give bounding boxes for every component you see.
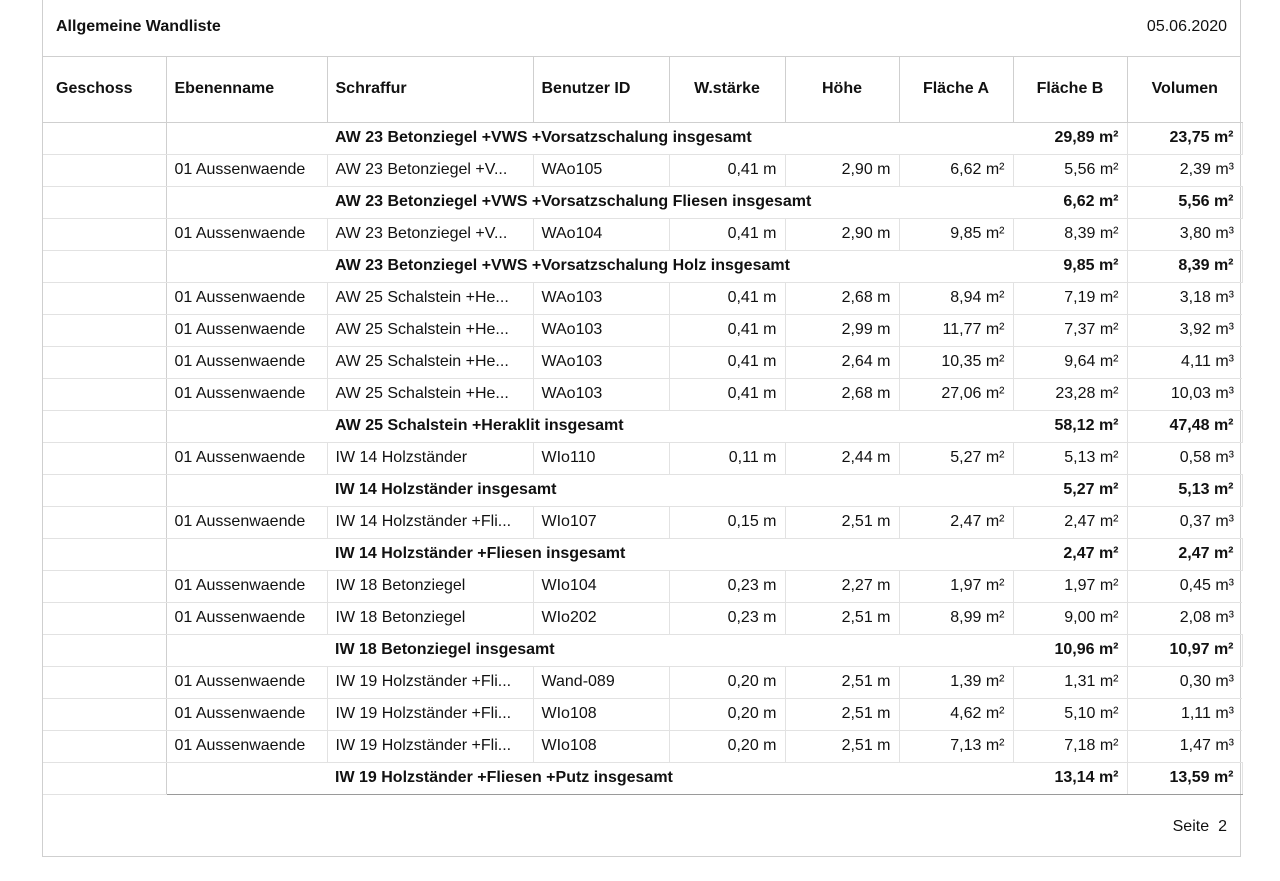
wandstaerke-cell: 0,11 m bbox=[669, 442, 785, 474]
ebenenname-cell: 01 Aussenwaende bbox=[166, 218, 327, 250]
summary-row bbox=[43, 762, 1242, 794]
geschoss-cell bbox=[43, 506, 166, 538]
table-row bbox=[43, 282, 1242, 314]
ebenenname-cell bbox=[166, 538, 327, 570]
hoehe-cell: 2,44 m bbox=[785, 442, 899, 474]
flaeche-a-cell: 10,96 m² bbox=[1013, 634, 1127, 666]
benutzer-id-cell: WIo107 bbox=[533, 506, 669, 538]
table-row bbox=[43, 154, 1242, 186]
geschoss-cell bbox=[43, 218, 166, 250]
flaeche-b-cell: 5,56 m² bbox=[1127, 186, 1242, 218]
volumen-cell: 3,92 m³ bbox=[1127, 314, 1242, 346]
geschoss-cell bbox=[43, 570, 166, 602]
geschoss-cell bbox=[43, 698, 166, 730]
hoehe-cell: 2,51 m bbox=[785, 602, 899, 634]
geschoss-cell bbox=[43, 666, 166, 698]
hoehe-cell: 2,99 m bbox=[785, 314, 899, 346]
geschoss-cell bbox=[43, 378, 166, 410]
volumen-cell: 3,80 m³ bbox=[1127, 218, 1242, 250]
summary-label: AW 23 Betonziegel +VWS +Vorsatzschalung Holz insgesamt bbox=[327, 250, 1013, 282]
flaeche-b-cell: 8,39 m² bbox=[1127, 250, 1242, 282]
benutzer-id-cell: WIo202 bbox=[533, 602, 669, 634]
flaeche-a-cell: 5,27 m² bbox=[1013, 474, 1127, 506]
table-row bbox=[43, 218, 1242, 250]
flaeche-b-cell: 5,56 m² bbox=[1013, 154, 1127, 186]
flaeche-b-cell: 23,28 m² bbox=[1013, 378, 1127, 410]
page-footer bbox=[1173, 818, 1227, 836]
report-date: 05.06.2020 bbox=[1146, 18, 1227, 35]
wandstaerke-cell: 0,41 m bbox=[669, 314, 785, 346]
flaeche-b-cell: 7,18 m² bbox=[1013, 730, 1127, 762]
benutzer-id-cell: WIo108 bbox=[533, 730, 669, 762]
flaeche-a-cell: 2,47 m² bbox=[899, 506, 1013, 538]
table-row bbox=[43, 442, 1242, 474]
summary-label: IW 14 Holzständer +Fliesen insgesamt bbox=[327, 538, 1013, 570]
flaeche-b-cell: 2,47 m² bbox=[1013, 506, 1127, 538]
geschoss-cell bbox=[43, 602, 166, 634]
schraffur-cell: IW 18 Betonziegel bbox=[327, 602, 533, 634]
flaeche-a-cell: 13,14 m² bbox=[1013, 762, 1127, 794]
hoehe-cell: 2,90 m bbox=[785, 218, 899, 250]
hoehe-cell: 2,64 m bbox=[785, 346, 899, 378]
table-row bbox=[43, 666, 1242, 698]
schraffur-cell: IW 14 Holzständer bbox=[327, 442, 533, 474]
wandstaerke-cell: 0,20 m bbox=[669, 698, 785, 730]
schraffur-cell: AW 25 Schalstein +He... bbox=[327, 314, 533, 346]
geschoss-cell bbox=[43, 122, 166, 154]
hoehe-cell: 2,51 m bbox=[785, 730, 899, 762]
table-row bbox=[43, 698, 1242, 730]
flaeche-b-cell: 1,97 m² bbox=[1013, 570, 1127, 602]
summary-row bbox=[43, 474, 1242, 506]
flaeche-a-cell: 4,62 m² bbox=[899, 698, 1013, 730]
table-body bbox=[43, 122, 1242, 794]
report-title: Allgemeine Wandliste bbox=[56, 18, 221, 35]
volumen-cell: 10,03 m³ bbox=[1127, 378, 1242, 410]
summary-label: IW 18 Betonziegel insgesamt bbox=[327, 634, 1013, 666]
ebenenname-cell: 01 Aussenwaende bbox=[166, 378, 327, 410]
flaeche-a-cell: 9,85 m² bbox=[899, 218, 1013, 250]
flaeche-a-cell: 8,99 m² bbox=[899, 602, 1013, 634]
flaeche-a-cell: 1,39 m² bbox=[899, 666, 1013, 698]
flaeche-b-cell: 10,97 m² bbox=[1127, 634, 1242, 666]
flaeche-b-cell: 9,00 m² bbox=[1013, 602, 1127, 634]
page-number: 2 bbox=[1218, 818, 1227, 835]
ebenenname-cell: 01 Aussenwaende bbox=[166, 506, 327, 538]
report-header bbox=[43, 0, 1240, 57]
ebenenname-cell: 01 Aussenwaende bbox=[166, 442, 327, 474]
flaeche-b-cell: 9,64 m² bbox=[1013, 346, 1127, 378]
wandstaerke-cell: 0,20 m bbox=[669, 666, 785, 698]
ebenenname-cell: 01 Aussenwaende bbox=[166, 730, 327, 762]
geschoss-cell bbox=[43, 410, 166, 442]
flaeche-a-cell: 27,06 m² bbox=[899, 378, 1013, 410]
geschoss-cell bbox=[43, 314, 166, 346]
wandstaerke-cell: 0,41 m bbox=[669, 154, 785, 186]
flaeche-b-cell: 47,48 m² bbox=[1127, 410, 1242, 442]
schraffur-cell: IW 14 Holzständer +Fli... bbox=[327, 506, 533, 538]
geschoss-cell bbox=[43, 730, 166, 762]
flaeche-a-cell: 58,12 m² bbox=[1013, 410, 1127, 442]
column-header-hoehe: Höhe bbox=[785, 57, 899, 122]
hoehe-cell: 2,68 m bbox=[785, 378, 899, 410]
summary-row bbox=[43, 250, 1242, 282]
column-header-benutzer-id: Benutzer ID bbox=[533, 57, 669, 122]
ebenenname-cell bbox=[166, 474, 327, 506]
geschoss-cell bbox=[43, 154, 166, 186]
volumen-cell: 1,11 m³ bbox=[1127, 698, 1242, 730]
table-row bbox=[43, 602, 1242, 634]
wandstaerke-cell: 0,41 m bbox=[669, 218, 785, 250]
column-header-geschoss: Geschoss bbox=[43, 57, 166, 122]
volumen-cell: 2,39 m³ bbox=[1127, 154, 1242, 186]
schraffur-cell: IW 19 Holzständer +Fli... bbox=[327, 698, 533, 730]
wandstaerke-cell: 0,23 m bbox=[669, 602, 785, 634]
volumen-cell: 4,11 m³ bbox=[1127, 346, 1242, 378]
geschoss-cell bbox=[43, 474, 166, 506]
flaeche-a-cell: 1,97 m² bbox=[899, 570, 1013, 602]
table-header-row bbox=[43, 57, 1242, 122]
ebenenname-cell bbox=[166, 122, 327, 154]
hoehe-cell: 2,51 m bbox=[785, 698, 899, 730]
flaeche-a-cell: 8,94 m² bbox=[899, 282, 1013, 314]
wandstaerke-cell: 0,41 m bbox=[669, 282, 785, 314]
flaeche-b-cell: 7,37 m² bbox=[1013, 314, 1127, 346]
volumen-cell: 1,47 m³ bbox=[1127, 730, 1242, 762]
flaeche-a-cell: 2,47 m² bbox=[1013, 538, 1127, 570]
hoehe-cell: 2,68 m bbox=[785, 282, 899, 314]
flaeche-a-cell: 9,85 m² bbox=[1013, 250, 1127, 282]
flaeche-b-cell: 5,13 m² bbox=[1127, 474, 1242, 506]
summary-row bbox=[43, 186, 1242, 218]
schraffur-cell: IW 19 Holzständer +Fli... bbox=[327, 730, 533, 762]
wall-list-table bbox=[43, 57, 1242, 795]
hoehe-cell: 2,27 m bbox=[785, 570, 899, 602]
report-page bbox=[42, 0, 1241, 857]
table-row bbox=[43, 730, 1242, 762]
table-row bbox=[43, 346, 1242, 378]
summary-label: IW 19 Holzständer +Fliesen +Putz insgesamt bbox=[327, 762, 1013, 794]
volumen-cell: 0,58 m³ bbox=[1127, 442, 1242, 474]
flaeche-a-cell: 7,13 m² bbox=[899, 730, 1013, 762]
geschoss-cell bbox=[43, 186, 166, 218]
geschoss-cell bbox=[43, 442, 166, 474]
volumen-cell: 0,37 m³ bbox=[1127, 506, 1242, 538]
table-row bbox=[43, 570, 1242, 602]
benutzer-id-cell: WAo103 bbox=[533, 314, 669, 346]
table-row bbox=[43, 314, 1242, 346]
benutzer-id-cell: WIo108 bbox=[533, 698, 669, 730]
geschoss-cell bbox=[43, 538, 166, 570]
ebenenname-cell: 01 Aussenwaende bbox=[166, 346, 327, 378]
table-row bbox=[43, 378, 1242, 410]
benutzer-id-cell: WIo104 bbox=[533, 570, 669, 602]
flaeche-b-cell: 2,47 m² bbox=[1127, 538, 1242, 570]
summary-label: AW 23 Betonziegel +VWS +Vorsatzschalung Fliesen insgesamt bbox=[327, 186, 1013, 218]
ebenenname-cell: 01 Aussenwaende bbox=[166, 570, 327, 602]
flaeche-b-cell: 23,75 m² bbox=[1127, 122, 1242, 154]
ebenenname-cell bbox=[166, 762, 327, 794]
benutzer-id-cell: WAo103 bbox=[533, 346, 669, 378]
schraffur-cell: AW 23 Betonziegel +V... bbox=[327, 154, 533, 186]
ebenenname-cell: 01 Aussenwaende bbox=[166, 282, 327, 314]
wandstaerke-cell: 0,15 m bbox=[669, 506, 785, 538]
flaeche-a-cell: 10,35 m² bbox=[899, 346, 1013, 378]
volumen-cell: 0,45 m³ bbox=[1127, 570, 1242, 602]
benutzer-id-cell: WAo105 bbox=[533, 154, 669, 186]
summary-row bbox=[43, 410, 1242, 442]
schraffur-cell: IW 19 Holzständer +Fli... bbox=[327, 666, 533, 698]
schraffur-cell: AW 23 Betonziegel +V... bbox=[327, 218, 533, 250]
benutzer-id-cell: Wand-089 bbox=[533, 666, 669, 698]
summary-label: AW 25 Schalstein +Heraklit insgesamt bbox=[327, 410, 1013, 442]
benutzer-id-cell: WAo103 bbox=[533, 378, 669, 410]
column-header-schraffur: Schraffur bbox=[327, 57, 533, 122]
volumen-cell: 0,30 m³ bbox=[1127, 666, 1242, 698]
flaeche-b-cell: 13,59 m² bbox=[1127, 762, 1242, 794]
hoehe-cell: 2,51 m bbox=[785, 666, 899, 698]
ebenenname-cell: 01 Aussenwaende bbox=[166, 666, 327, 698]
ebenenname-cell bbox=[166, 634, 327, 666]
ebenenname-cell bbox=[166, 410, 327, 442]
column-header-wandstaerke: W.stärke bbox=[669, 57, 785, 122]
benutzer-id-cell: WAo103 bbox=[533, 282, 669, 314]
hoehe-cell: 2,51 m bbox=[785, 506, 899, 538]
wandstaerke-cell: 0,23 m bbox=[669, 570, 785, 602]
ebenenname-cell: 01 Aussenwaende bbox=[166, 314, 327, 346]
column-header-flaeche-a: Fläche A bbox=[899, 57, 1013, 122]
page-label: Seite bbox=[1172, 818, 1210, 835]
column-header-flaeche-b: Fläche B bbox=[1013, 57, 1127, 122]
benutzer-id-cell: WIo110 bbox=[533, 442, 669, 474]
summary-label: IW 14 Holzständer insgesamt bbox=[327, 474, 1013, 506]
hoehe-cell: 2,90 m bbox=[785, 154, 899, 186]
benutzer-id-cell: WAo104 bbox=[533, 218, 669, 250]
flaeche-a-cell: 11,77 m² bbox=[899, 314, 1013, 346]
geschoss-cell bbox=[43, 250, 166, 282]
ebenenname-cell: 01 Aussenwaende bbox=[166, 602, 327, 634]
ebenenname-cell bbox=[166, 186, 327, 218]
summary-label: AW 23 Betonziegel +VWS +Vorsatzschalung insgesamt bbox=[327, 122, 1013, 154]
column-header-ebenenname: Ebenenname bbox=[166, 57, 327, 122]
flaeche-a-cell: 6,62 m² bbox=[1013, 186, 1127, 218]
geschoss-cell bbox=[43, 282, 166, 314]
flaeche-b-cell: 7,19 m² bbox=[1013, 282, 1127, 314]
schraffur-cell: AW 25 Schalstein +He... bbox=[327, 282, 533, 314]
flaeche-b-cell: 5,10 m² bbox=[1013, 698, 1127, 730]
ebenenname-cell: 01 Aussenwaende bbox=[166, 154, 327, 186]
flaeche-b-cell: 8,39 m² bbox=[1013, 218, 1127, 250]
geschoss-cell bbox=[43, 634, 166, 666]
flaeche-b-cell: 5,13 m² bbox=[1013, 442, 1127, 474]
flaeche-a-cell: 29,89 m² bbox=[1013, 122, 1127, 154]
flaeche-a-cell: 5,27 m² bbox=[899, 442, 1013, 474]
summary-row bbox=[43, 122, 1242, 154]
flaeche-b-cell: 1,31 m² bbox=[1013, 666, 1127, 698]
volumen-cell: 2,08 m³ bbox=[1127, 602, 1242, 634]
summary-row bbox=[43, 538, 1242, 570]
schraffur-cell: AW 25 Schalstein +He... bbox=[327, 346, 533, 378]
geschoss-cell bbox=[43, 346, 166, 378]
schraffur-cell: AW 25 Schalstein +He... bbox=[327, 378, 533, 410]
table-row bbox=[43, 506, 1242, 538]
wandstaerke-cell: 0,41 m bbox=[669, 346, 785, 378]
ebenenname-cell: 01 Aussenwaende bbox=[166, 698, 327, 730]
ebenenname-cell bbox=[166, 250, 327, 282]
summary-row bbox=[43, 634, 1242, 666]
geschoss-cell bbox=[43, 762, 166, 794]
volumen-cell: 3,18 m³ bbox=[1127, 282, 1242, 314]
wandstaerke-cell: 0,20 m bbox=[669, 730, 785, 762]
column-header-volumen: Volumen bbox=[1127, 57, 1242, 122]
flaeche-a-cell: 6,62 m² bbox=[899, 154, 1013, 186]
wandstaerke-cell: 0,41 m bbox=[669, 378, 785, 410]
schraffur-cell: IW 18 Betonziegel bbox=[327, 570, 533, 602]
